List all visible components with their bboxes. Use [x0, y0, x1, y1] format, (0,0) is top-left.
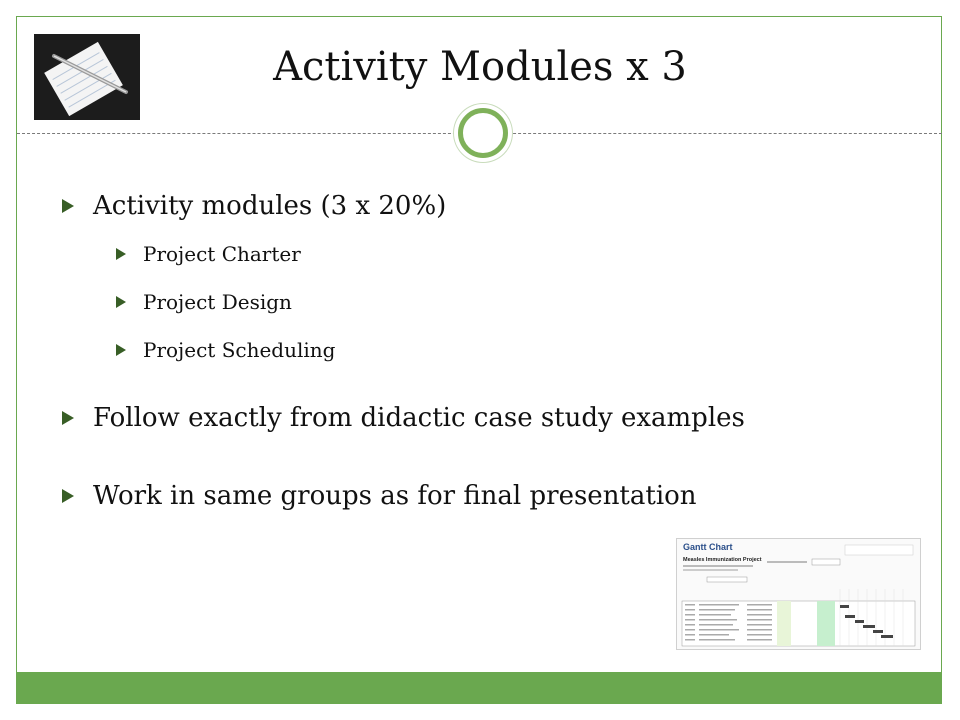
- sub-bullet-text: Project Scheduling: [143, 338, 336, 362]
- bullet-arrow-icon: [116, 344, 126, 356]
- bullet-text: Work in same groups as for final presentation: [93, 481, 697, 511]
- sub-bullet-item: [116, 234, 745, 274]
- bullet-item: [62, 476, 745, 516]
- bullet-item: [62, 398, 745, 438]
- bullet-arrow-icon: [116, 296, 126, 308]
- sub-bullet-text: Project Design: [143, 290, 292, 314]
- sub-bullet-text: Project Charter: [143, 242, 301, 266]
- divider-circle-ornament: [458, 108, 508, 158]
- bullet-arrow-icon: [62, 199, 74, 213]
- gantt-thumbnail-graphic: [677, 539, 920, 649]
- slide-title: Activity Modules x 3: [273, 44, 687, 90]
- bullet-item: [62, 186, 745, 226]
- footer-bar: [17, 672, 941, 704]
- bullet-list: [62, 186, 745, 516]
- sub-bullet-item: [116, 282, 745, 322]
- gantt-thumbnail-project: Measles Immunization Project: [683, 557, 762, 563]
- gantt-thumbnail-title: Gantt Chart: [683, 542, 733, 552]
- bullet-arrow-icon: [62, 411, 74, 425]
- bullet-arrow-icon: [62, 489, 74, 503]
- sub-bullet-item: [116, 330, 745, 370]
- bullet-arrow-icon: [116, 248, 126, 260]
- gantt-chart-thumbnail: [676, 538, 921, 650]
- bullet-text: Follow exactly from didactic case study examples: [93, 403, 745, 433]
- bullet-text: Activity modules (3 x 20%): [93, 191, 447, 221]
